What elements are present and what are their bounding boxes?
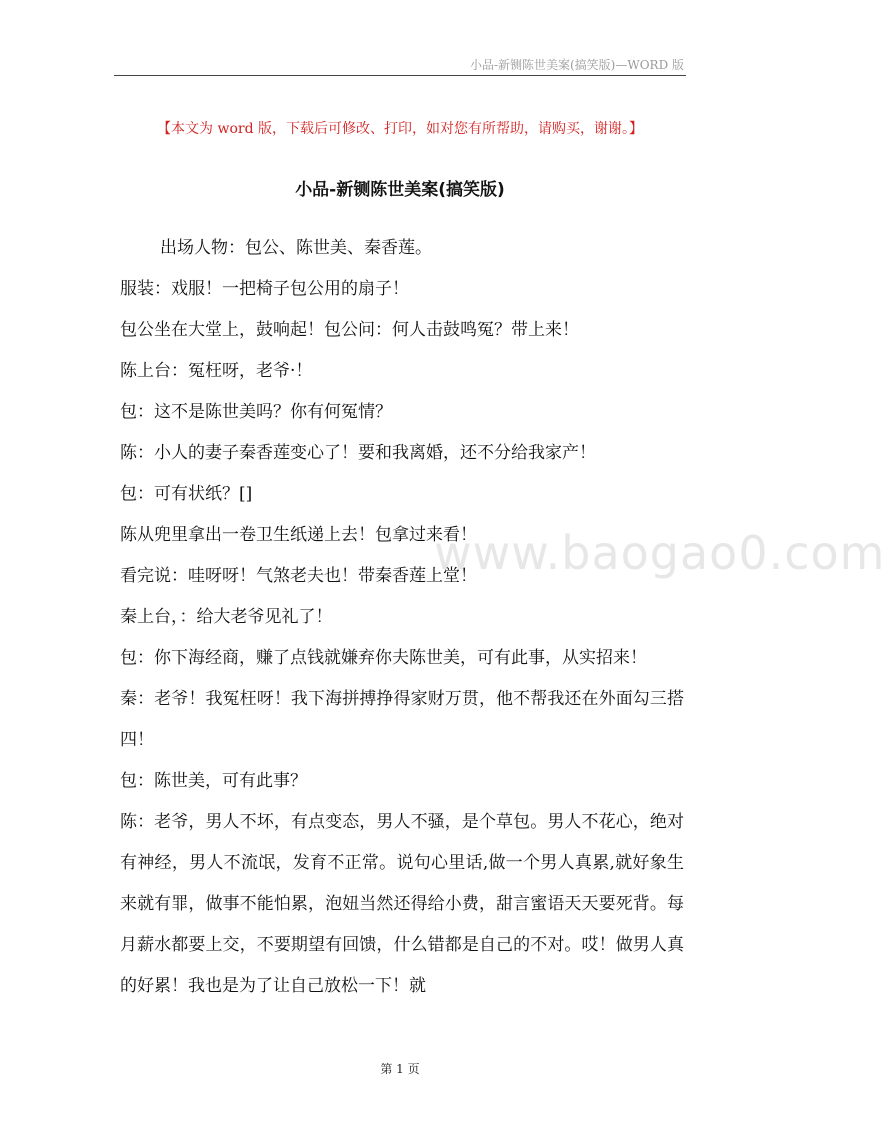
paragraph: 包：你下海经商，赚了点钱就嫌弃你夫陈世美，可有此事，从实招来！ bbox=[120, 648, 647, 668]
paragraph: 包：陈世美，可有此事？ bbox=[120, 771, 307, 791]
paragraph-costume: 服装：戏服！一把椅子包公用的扇子！ bbox=[120, 279, 409, 299]
paragraph: 陈：老爷，男人不坏，有点变态，男人不骚，是个草包。男人不花心，绝对有神经，男人不流氓，发育不正常。说句心里话,做一个男人真累,就好象生来就有罪，做事不能怕累，泡妞当然还得给小费，甜言蜜语天天要死背。每月薪水都要上交，不要期望有回馈，什么错都是自己的不对。哎！做男人真的好累！我也是为了让自己放松一下！就 bbox=[120, 812, 684, 996]
paragraph: 陈：小人的妻子秦香莲变心了！要和我离婚，还不分给我家产！ bbox=[120, 443, 596, 463]
header-rule bbox=[114, 75, 686, 76]
document-body bbox=[120, 228, 684, 1007]
paragraph: 陈上台：冤枉呀，老爷·！ bbox=[120, 361, 313, 381]
paragraph: 看完说：哇呀呀！气煞老夫也！带秦香莲上堂！ bbox=[120, 566, 477, 586]
paragraph: 陈从兜里拿出一卷卫生纸递上去！包拿过来看！ bbox=[120, 525, 477, 545]
paragraph: 包：可有状纸？[] bbox=[120, 484, 253, 504]
paragraph-cast: 出场人物：包公、陈世美、秦香莲。 bbox=[160, 238, 432, 258]
paragraph: 包公坐在大堂上，鼓响起！包公问：何人击鼓鸣冤？带上来！ bbox=[120, 320, 579, 340]
paragraph: 包：这不是陈世美吗？你有何冤情？ bbox=[120, 402, 392, 422]
document-title: 小品-新铡陈世美案(搞笑版) bbox=[295, 180, 505, 200]
paragraph: 秦上台，：给大老爷见礼了！ bbox=[120, 607, 333, 627]
page-number: 第 1 页 bbox=[380, 1062, 420, 1076]
watermark: www.baogao0.com bbox=[434, 526, 885, 580]
paragraph: 秦：老爷！我冤枉呀！我下海拼搏挣得家财万贯，他不帮我还在外面勾三搭四！ bbox=[120, 689, 684, 750]
purchase-notice: 【本文为 word 版，下载后可修改、打印，如对您有所帮助，请购买，谢谢。】 bbox=[157, 121, 643, 137]
running-header: 小品-新铡陈世美案(搞笑版)—WORD 版 bbox=[469, 58, 684, 72]
